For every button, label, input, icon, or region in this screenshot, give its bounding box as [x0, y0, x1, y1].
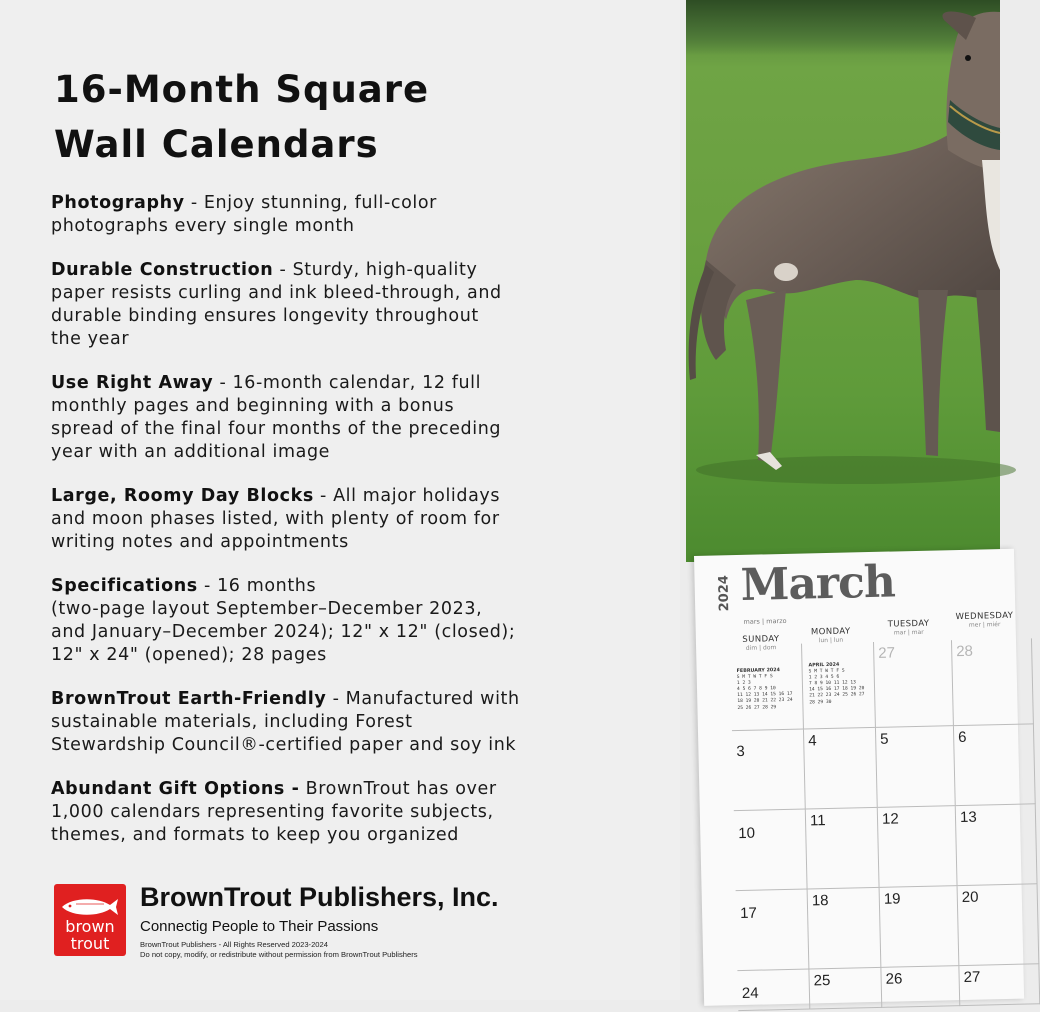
date-number: 11 — [809, 812, 826, 830]
feature-text: 1,000 calendars representing favorite subjects, — [51, 802, 494, 822]
feature-text: paper resists curling and ink bleed-through, and — [51, 283, 502, 303]
mini-row: S M T W T F S — [736, 674, 773, 681]
mini-row: 7 8 9 10 11 12 13 — [808, 680, 857, 687]
calendar-cell[interactable] — [730, 644, 804, 732]
feature-text: (two-page layout September–December 2023, — [51, 599, 483, 619]
calendar-month: March — [740, 556, 896, 611]
feature-heading: Durable Construction — [51, 260, 274, 280]
calendar-cell[interactable] — [808, 888, 882, 970]
whippet-illustration — [686, 0, 1000, 562]
mini-row: 21 22 23 24 25 26 27 — [809, 692, 865, 699]
day-name: WEDNESDAY — [955, 610, 1014, 623]
feature-day-blocks — [51, 485, 651, 554]
feature-text: the year — [51, 329, 130, 349]
calendar-cell[interactable] — [952, 638, 1034, 726]
calendar-cell[interactable] — [737, 969, 810, 1011]
mini-row: 1 2 3 — [736, 680, 751, 687]
mini-title: FEBRUARY 2024 — [736, 668, 780, 675]
date-number: 19 — [883, 890, 901, 908]
day-header-tuesday — [873, 618, 943, 637]
month-translation: mars | marzo — [743, 616, 787, 626]
feature-text: sustainable materials, including Forest — [51, 712, 413, 732]
feature-text: and January–December 2024); 12" x 12" (closed); — [51, 622, 516, 642]
logo-text: brown — [65, 917, 115, 936]
feature-text: and moon phases listed, with plenty of room for — [51, 509, 500, 529]
feature-list — [51, 192, 651, 868]
feature-specifications — [51, 575, 651, 667]
mini-row: S M T W T F S — [808, 668, 845, 675]
calendar-page — [694, 549, 1024, 1006]
feature-heading: Photography — [51, 193, 185, 213]
mini-row: 11 12 13 14 15 16 17 — [737, 692, 793, 699]
tagline: Connectig People to Their Passions — [140, 918, 379, 935]
day-name: SUNDAY — [742, 634, 780, 645]
dog-photo — [686, 0, 1000, 562]
day-sub: mer | miér — [968, 621, 1001, 629]
date-number: 4 — [808, 732, 817, 750]
date-number: 24 — [741, 984, 759, 1003]
feature-photography — [51, 192, 651, 238]
calendar-year: 2024 — [716, 574, 733, 612]
mini-calendar-apr — [808, 662, 864, 706]
date-number: 18 — [811, 892, 829, 910]
feature-text: photographs every single month — [51, 216, 355, 236]
calendar-cell[interactable] — [736, 890, 810, 972]
page-title — [54, 62, 429, 172]
day-sub: dim | dom — [745, 644, 777, 652]
date-number: 27 — [963, 968, 981, 986]
feature-gift-options — [51, 778, 651, 847]
mini-calendar-feb — [737, 668, 793, 712]
mini-row: 18 19 20 21 22 23 24 — [737, 698, 793, 705]
feature-text: - 16-month calendar, 12 full — [213, 373, 482, 393]
date-number: 3 — [736, 742, 745, 761]
calendar-cell[interactable] — [956, 804, 1038, 886]
day-name: TUESDAY — [887, 618, 930, 630]
date-number: 17 — [739, 904, 757, 923]
feature-text: Stewardship Council®-certified paper and soy ink — [51, 735, 517, 755]
feature-text: year with an additional image — [51, 442, 331, 462]
feature-heading: Large, Roomy Day Blocks — [51, 486, 314, 506]
feature-text: 12" x 24" (opened); 28 pages — [51, 645, 327, 665]
calendar-cell[interactable] — [809, 968, 882, 1010]
day-header-wednesday — [949, 611, 1019, 630]
date-number: 20 — [961, 888, 979, 907]
calendar-cell[interactable] — [880, 886, 960, 968]
date-number: 25 — [813, 972, 831, 990]
usage-notice: Do not copy, modify, or redistribute without permission from BrownTrout Publishers — [140, 950, 418, 959]
calendar-cell[interactable] — [878, 806, 958, 888]
feature-heading: Specifications — [51, 576, 198, 596]
browntrout-logo — [54, 884, 126, 956]
feature-text: - All major holidays — [313, 486, 501, 506]
date-number: 13 — [959, 808, 977, 827]
feature-text: BrownTrout has over — [299, 779, 497, 799]
calendar-cell[interactable] — [804, 728, 878, 810]
mini-row: 25 26 27 28 29 — [737, 704, 777, 711]
logo-text: trout — [70, 934, 110, 953]
mini-row: 1 2 3 4 5 6 — [808, 674, 840, 681]
company-name: BrownTrout Publishers, Inc. — [140, 882, 499, 912]
feature-heading: Use Right Away — [51, 373, 214, 393]
day-sub: lun | lun — [818, 636, 844, 645]
feature-text: writing notes and appointments — [51, 532, 349, 552]
feature-text: - Enjoy stunning, full-color — [184, 193, 437, 213]
day-name: MONDAY — [810, 626, 851, 638]
feature-text: durable binding ensures longevity throughout — [51, 306, 479, 326]
date-number: 12 — [881, 810, 899, 828]
calendar-cell[interactable] — [876, 726, 956, 808]
copyright-notice: BrownTrout Publishers - All Rights Reserved 2023-2024 — [140, 940, 328, 949]
calendar-cell[interactable] — [732, 730, 806, 812]
title-line-2: Wall Calendars — [54, 123, 379, 166]
feature-text: monthly pages and beginning with a bonus — [51, 396, 455, 416]
feature-use-right-away — [51, 372, 651, 464]
calendar-cell[interactable] — [958, 884, 1040, 966]
calendar-cell[interactable] — [959, 964, 1040, 1006]
date-number: 6 — [957, 728, 967, 747]
title-line-1: 16-Month Square — [54, 68, 430, 111]
day-sub: mar | mar — [893, 628, 924, 637]
feature-durable-construction — [51, 259, 651, 351]
calendar-cell[interactable] — [881, 966, 960, 1008]
brand-footer — [54, 884, 654, 974]
feature-text: - Sturdy, high-quality — [273, 260, 478, 280]
feature-text: - Manufactured with — [326, 689, 520, 709]
feature-heading: BrownTrout Earth-Friendly — [51, 689, 327, 709]
mini-title: APRIL 2024 — [808, 662, 840, 669]
feature-text: themes, and formats to keep you organized — [51, 825, 459, 845]
date-number: 10 — [738, 824, 756, 843]
feature-earth-friendly — [51, 688, 651, 757]
calendar-cell[interactable] — [954, 724, 1036, 806]
date-number: 5 — [880, 730, 889, 748]
calendar-cell[interactable] — [802, 642, 876, 730]
mini-row: 28 29 30 — [809, 699, 832, 705]
feature-text: - 16 months — [197, 576, 317, 596]
calendar-cell[interactable] — [874, 640, 954, 728]
calendar-cell[interactable] — [806, 808, 880, 890]
date-number: 27 — [878, 644, 896, 662]
calendar-cell[interactable] — [734, 810, 808, 892]
feature-text: spread of the final four months of the preceding — [51, 419, 502, 439]
mini-row: 4 5 6 7 8 9 10 — [736, 686, 776, 693]
date-number: 28 — [956, 642, 974, 661]
date-number: 26 — [885, 970, 903, 988]
mini-row: 14 15 16 17 18 19 20 — [809, 686, 865, 693]
feature-heading: Abundant Gift Options - — [51, 779, 300, 799]
